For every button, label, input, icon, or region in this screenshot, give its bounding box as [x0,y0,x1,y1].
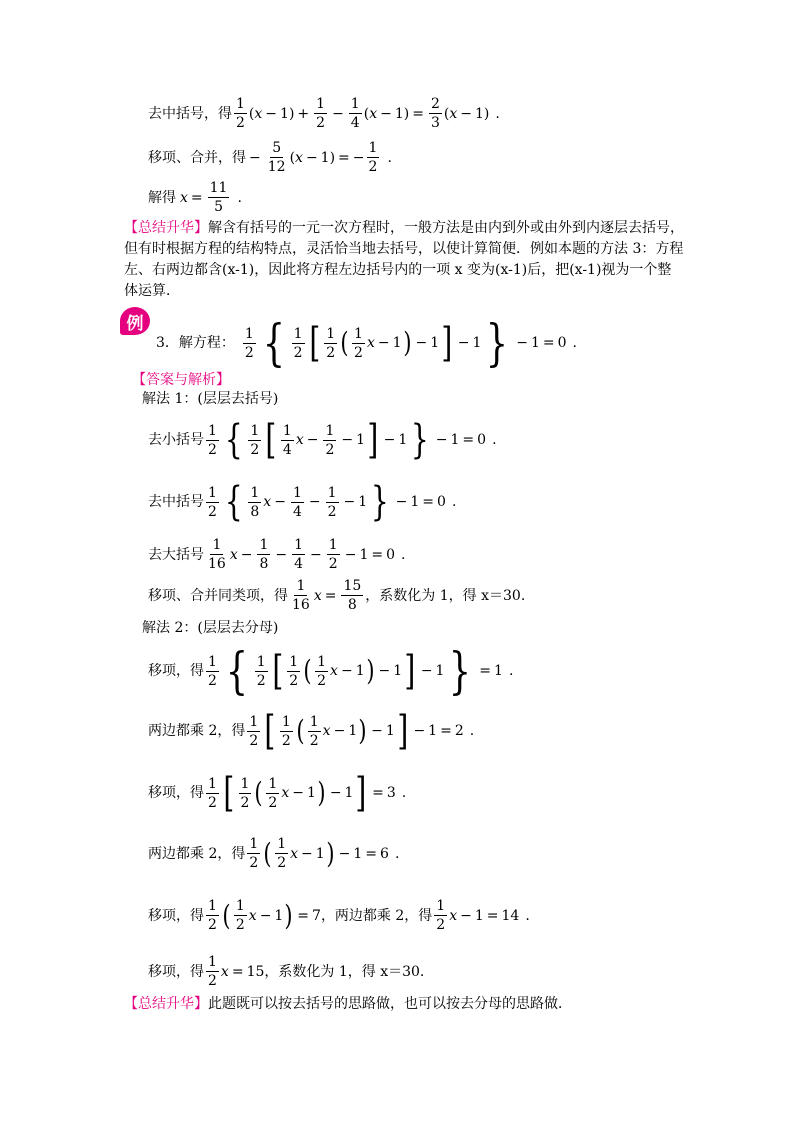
fraction: $\frac{1}{2}$ [249,836,259,871]
fraction: $\frac{1}{4}$ [292,484,302,520]
method-1-step-3: 去大括号 $\frac{1}{16}$ x − $\frac{1}{8}$ − $\frac{1}{4}$ − $\frac{1}{2}$ − 1 = 0 . [148,537,406,572]
equation-line-3: 解得 x = $\frac{11}{5}$ . [148,180,242,215]
line-label: 移项，得 [148,907,204,924]
fraction: $\frac{1}{2}$ [328,537,338,572]
equation-line-2: 移项、合并，得 − $\frac{5}{12}$ (x − 1) = − $\frac{1}{2}$ . [148,140,392,175]
fraction: $\frac{1}{2}$ [436,898,446,933]
fraction: $\frac{1}{2}$ [293,325,303,361]
method-1-step-1: 去小括号 $\frac{1}{2}$ { $\frac{1}{2}$ [ $\frac{1}{4}$ x − $\frac{1}{2}$ − 1 ] − 1 } − 1 = 0 . [148,417,497,463]
line-label: 移项，得 [148,963,204,980]
line-label: 移项、合并同类项，得 [148,587,288,604]
fraction: $\frac{1}{2}$ [208,898,217,933]
fraction: $\frac{1}{4}$ [350,96,360,131]
fraction: $\frac{1}{2}$ [281,713,291,749]
fraction: $\frac{1}{4}$ [294,537,304,572]
fraction: $\frac{1}{2}$ [256,653,266,689]
method-2-step-2: 两边都乘 2，得 $\frac{1}{2}$ [ $\frac{1}{2}$ ( $\frac{1}{2}$ x − 1 ) − 1 ] − 1 = 2 . [148,708,475,754]
fraction: $\frac{11}{5}$ [209,180,228,215]
method-2-step-3: 移项，得 $\frac{1}{2}$ [ $\frac{1}{2}$ ( $\frac{1}{2}$ x − 1 ) − 1 ] = 3 . [148,770,407,816]
fraction: $\frac{1}{2}$ [277,836,287,871]
method-2-title: 解法 2：(层层去分母) [142,620,279,636]
fraction: $\frac{1}{2}$ [289,653,299,689]
line-label: 移项、合并，得 [148,149,246,166]
fraction: $\frac{1}{2}$ [235,898,245,933]
fraction: $\frac{1}{16}$ [208,537,226,572]
fraction: $\frac{1}{2}$ [309,713,319,749]
summary-text: 此题既可以按去括号的思路做，也可以按去分母的思路做． [208,996,572,1012]
method-1-step-2: 去中括号 $\frac{1}{2}$ { $\frac{1}{8}$ x − $\frac{1}{4}$ − $\frac{1}{2}$ − 1 } − 1 = 0 . [148,479,457,525]
fraction: $\frac{1}{2}$ [250,422,260,458]
summary-paragraph-2 [124,994,684,1014]
fraction: $\frac{1}{8}$ [250,484,260,520]
method-2-step-5: 移项，得 $\frac{1}{2}$ ( $\frac{1}{2}$ x − 1 ) = 7 ，两边都乘 2，得 $\frac{1}{2}$ x − 1 = 14 . [148,898,530,933]
example-number: 3． [156,335,179,351]
fraction: $\frac{1}{2}$ [208,653,217,689]
fraction: $\frac{1}{2}$ [236,96,245,131]
example-badge-icon: 例 [120,307,150,335]
fraction: $\frac{1}{4}$ [282,422,292,458]
fraction: $\frac{1}{2}$ [208,954,217,989]
method-2-step-1: 移项，得 $\frac{1}{2}$ { $\frac{1}{2}$ [ $\frac{1}{2}$ ( $\frac{1}{2}$ x − 1 ) − 1 ] − 1 } = 1 . [148,642,514,700]
example-label: 解方程： [178,335,235,351]
summary-tag: 【总结升华】 [124,220,208,236]
method-1-step-4: 移项、合并同类项，得 $\frac{1}{16}$ x = $\frac{15}{8}$ ，系数化为 1，得 x＝30. [148,578,526,613]
fraction: $\frac{1}{2}$ [326,325,336,361]
summary-text: 解含有括号的一元一次方程时，一般方法是由内到外或由外到内逐层去括号，但有时根据方程的结构特点，灵活恰当地去括号，以使计算简便．例如本题的方法 3：方程左、右两边都含(x-1)，因此将方程左边括号内的一项 x 变为(x-1)后，把(x-1)视为一个整体运算． [124,220,684,299]
fraction: $\frac{1}{2}$ [208,775,217,811]
fraction: $\frac{1}{2}$ [368,140,378,175]
example-problem: 3． 解方程： $\frac{1}{2}$ { $\frac{1}{2}$ [ $\frac{1}{2}$ ( $\frac{1}{2}$ x − 1 ) − 1 ] − 1 } − 1 = 0 . [156,314,577,372]
line-label: 去小括号 [148,432,204,448]
line-label: 两边都乘 2，得 [148,845,246,862]
fraction: $\frac{1}{8}$ [259,537,269,572]
line-label: 移项，得 [148,663,204,679]
fraction: $\frac{1}{2}$ [354,325,363,361]
method-2-step-6: 移项，得 $\frac{1}{2}$ x = 15 ，系数化为 1，得 x＝30. [148,954,425,989]
fraction: $\frac{15}{8}$ [343,578,362,613]
fraction: $\frac{1}{2}$ [208,484,217,520]
answer-heading: 【答案与解析】 [132,372,230,388]
fraction: $\frac{1}{2}$ [316,96,326,131]
fraction: $\frac{1}{2}$ [240,775,250,811]
line-label: 去中括号，得 [148,105,232,122]
method-2-step-4: 两边都乘 2，得 $\frac{1}{2}$ ( $\frac{1}{2}$ x − 1 ) − 1 = 6 . [148,836,400,871]
summary-tag: 【总结升华】 [124,996,208,1012]
line-label: 两边都乘 2，得 [148,723,246,739]
fraction: $\frac{1}{2}$ [268,775,278,811]
fraction: $\frac{1}{2}$ [244,325,254,361]
fraction: $\frac{1}{2}$ [208,422,217,458]
fraction: $\frac{5}{12}$ [267,140,286,175]
fraction: $\frac{1}{2}$ [249,713,259,749]
equation-line-1: 去中括号，得 $\frac{1}{2}$ (x − 1) + $\frac{1}{2}$ − $\frac{1}{4}$ (x − 1) = $\frac{2}{3}$ (x − 1) . [148,96,500,131]
line-label: 解得 [148,189,176,206]
fraction: $\frac{1}{2}$ [317,653,327,689]
method-1-title: 解法 1：(层层去括号) [142,391,279,407]
fraction: $\frac{2}{3}$ [430,96,440,131]
fraction: $\frac{1}{16}$ [292,578,310,613]
fraction: $\frac{1}{2}$ [325,422,335,458]
line-label: 去大括号 [148,546,204,563]
line-label: 移项，得 [148,785,204,801]
line-label: 去中括号 [148,494,204,510]
summary-paragraph-1 [124,218,684,302]
fraction: $\frac{1}{2}$ [327,484,337,520]
